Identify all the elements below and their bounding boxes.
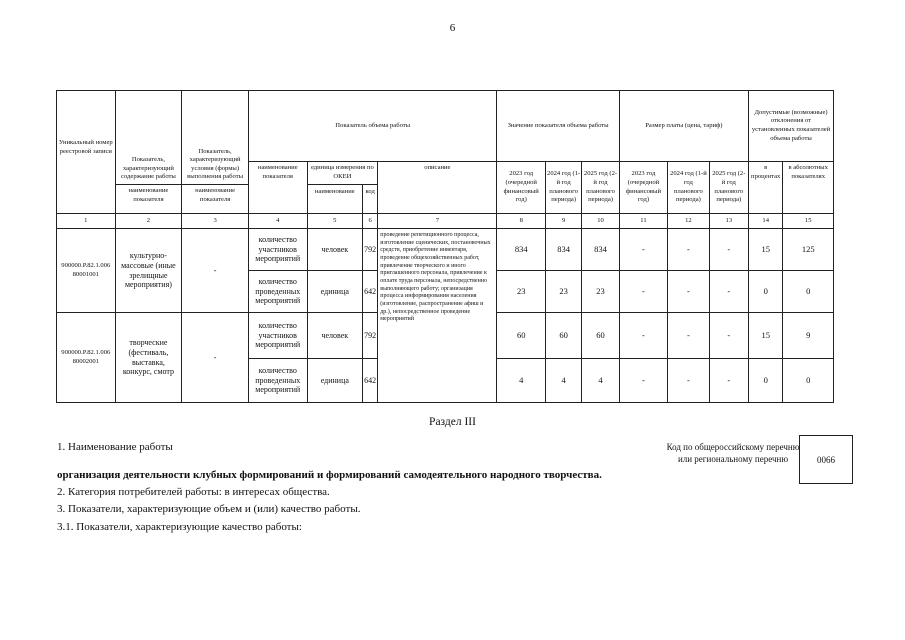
header-absolute: в абсолютных показателях (783, 162, 834, 214)
deviation-absolute-cell: 9 (783, 313, 834, 359)
indicator-cell: количество участников мероприятий (248, 313, 307, 359)
fee-cell: - (668, 229, 709, 271)
index-cell: 4 (248, 214, 307, 229)
value-cell: 60 (497, 313, 545, 359)
deviation-percent-cell: 0 (749, 359, 783, 403)
content-cell: культурно-массовые (иные зрелищные мероприятия) (115, 229, 182, 313)
deviation-absolute-cell: 0 (783, 359, 834, 403)
registry-code-box (799, 435, 853, 484)
unit-code-cell: 642 (363, 359, 378, 403)
section-title: Раздел III (429, 416, 476, 428)
header-2023-fee: 2023 год (очередной финансовый год) (619, 162, 667, 214)
registry-code-label: Код по общероссийскому перечню или региональному перечню (666, 442, 800, 465)
indicator-cell: количество проведенных мероприятий (248, 271, 307, 313)
header-unit: единица измерения по ОКЕИ (307, 162, 378, 185)
header-2025-fee: 2025 год (2-й год планового периода) (709, 162, 748, 214)
unit-code-cell: 642 (363, 271, 378, 313)
fee-cell: - (668, 313, 709, 359)
header-2024-fee: 2024 год (1-й год планового периода) (668, 162, 709, 214)
header-2025-volume: 2025 год (2-й год планового периода) (582, 162, 619, 214)
index-cell: 15 (783, 214, 834, 229)
index-cell: 12 (668, 214, 709, 229)
fee-cell: - (619, 313, 667, 359)
index-cell: 3 (182, 214, 249, 229)
index-cell: 1 (57, 214, 116, 229)
index-cell: 5 (307, 214, 363, 229)
unit-name-cell: человек (307, 229, 363, 271)
header-unit-code: код (363, 185, 378, 214)
value-cell: 23 (582, 271, 619, 313)
index-cell: 2 (115, 214, 182, 229)
fee-cell: - (619, 271, 667, 313)
unit-name-cell: человек (307, 313, 363, 359)
index-cell: 9 (545, 214, 581, 229)
quality-indicators-heading: 3.1. Показатели, характеризующие качество работы: (57, 521, 302, 533)
index-cell: 10 (582, 214, 619, 229)
fee-cell: - (619, 359, 667, 403)
fee-cell: - (619, 229, 667, 271)
header-description: описание (378, 162, 497, 214)
work-name-value: организация деятельности клубных формирований и формирований самодеятельного народного творчества. (57, 469, 602, 481)
index-cell: 13 (709, 214, 748, 229)
deviation-percent-cell: 15 (749, 229, 783, 271)
work-volume-table (56, 90, 834, 403)
header-unique-number: Уникальный номер реестровой записи (57, 91, 116, 214)
unit-name-cell: единица (307, 271, 363, 313)
value-cell: 4 (497, 359, 545, 403)
content-cell: творческие (фестиваль, выставка, конкурс, смотр (115, 313, 182, 403)
fee-cell: - (668, 271, 709, 313)
header-content-indicator: Показатель, характеризующий содержание работы (115, 91, 182, 185)
header-condition-indicator: Показатель, характеризующий условия (формы) выполнения работы (182, 91, 249, 185)
header-percent: в процентах (749, 162, 783, 214)
condition-cell: - (182, 313, 249, 403)
value-cell: 60 (582, 313, 619, 359)
deviation-percent-cell: 0 (749, 271, 783, 313)
registry-code-value: 0066 (817, 454, 835, 465)
fee-cell: - (709, 229, 748, 271)
deviation-absolute-cell: 125 (783, 229, 834, 271)
description-cell: проведение репетиционного процесса, изготовление сценических, постановочных средств, приобретение инвентаря, проведение общехозяйственных работ, привлечение творческого и иного приглашенного персонала, привлечение к оплате труда персонала, непосредственно выполняющего работу; организация процесса информирования населения (изготовление, распространение афиш и др.), непосредственное проведение мероприятий (378, 229, 497, 403)
value-cell: 4 (545, 359, 581, 403)
value-cell: 23 (545, 271, 581, 313)
unit-code-cell: 792 (363, 313, 378, 359)
fee-cell: - (709, 271, 748, 313)
header-fee-size: Размер платы (цена, тариф) (619, 91, 748, 162)
volume-quality-heading: 3. Показатели, характеризующие объем и (или) качество работы. (57, 503, 361, 515)
header-volume-value: Значение показателя объема работы (497, 91, 619, 162)
value-cell: 4 (582, 359, 619, 403)
unit-name-cell: единица (307, 359, 363, 403)
header-volume-indicator: Показатель объема работы (248, 91, 497, 162)
indicator-cell: количество участников мероприятий (248, 229, 307, 271)
deviation-percent-cell: 15 (749, 313, 783, 359)
fee-cell: - (668, 359, 709, 403)
header-unit-name: наименование (307, 185, 363, 214)
value-cell: 834 (545, 229, 581, 271)
condition-cell: - (182, 229, 249, 313)
index-cell: 6 (363, 214, 378, 229)
page-number: 6 (449, 22, 456, 34)
header-condition-name: наименование показателя (182, 185, 249, 214)
index-cell: 14 (749, 214, 783, 229)
fee-cell: - (709, 313, 748, 359)
unique-number-cell: 900000.Р.82.1.006 80001001 (57, 229, 116, 313)
unique-number-cell: 900000.Р.82.1.006 80002001 (57, 313, 116, 403)
indicator-cell: количество проведенных мероприятий (248, 359, 307, 403)
unit-code-cell: 792 (363, 229, 378, 271)
header-content-name: наименование показателя (115, 185, 182, 214)
value-cell: 834 (582, 229, 619, 271)
fee-cell: - (709, 359, 748, 403)
consumers-category: 2. Категория потребителей работы: в интересах общества. (57, 486, 330, 498)
header-deviation: Допустимые (возможные) отклонения от установленных показателей объема работы (749, 91, 834, 162)
index-cell: 7 (378, 214, 497, 229)
deviation-absolute-cell: 0 (783, 271, 834, 313)
value-cell: 834 (497, 229, 545, 271)
header-2023-volume: 2023 год (очередной финансовый год) (497, 162, 545, 214)
header-indicator-name: наименование показателя (248, 162, 307, 214)
work-name-label: 1. Наименование работы (57, 441, 173, 453)
index-cell: 8 (497, 214, 545, 229)
value-cell: 60 (545, 313, 581, 359)
header-2024-volume: 2024 год (1-й год планового периода) (545, 162, 581, 214)
value-cell: 23 (497, 271, 545, 313)
index-cell: 11 (619, 214, 667, 229)
